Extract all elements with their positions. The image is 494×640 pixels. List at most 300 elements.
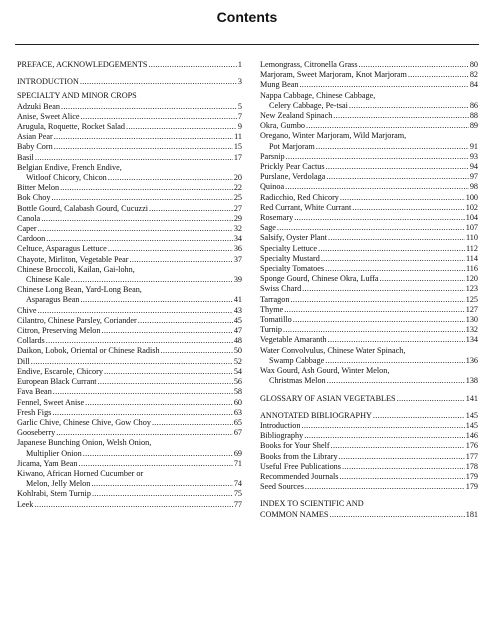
toc-entry-label: Marjoram, Sweet Marjoram, Knot Marjoram: [260, 70, 407, 80]
dot-leader: [340, 193, 465, 203]
toc-entry-page: 134: [465, 335, 478, 345]
toc-entry-label: Tomatillo: [260, 315, 292, 325]
toc-entry-page: 77: [233, 499, 242, 509]
toc-entry-page: 145: [465, 410, 478, 420]
toc-entry: [260, 182, 478, 192]
toc-entry-label: Purslane, Verdolaga: [260, 172, 326, 182]
dot-leader: [51, 193, 232, 203]
toc-entry-page: 3: [237, 77, 242, 87]
toc-entry-label: Witloof Chicory, Chicon: [26, 173, 107, 183]
toc-entry-page: 132: [465, 325, 478, 335]
toc-entry-label: Bottle Gourd, Calabash Gourd, Cucuzzi: [17, 203, 148, 213]
dot-leader: [149, 204, 233, 214]
toc-entry-label: Daikon, Lobok, Oriental or Chinese Radish: [17, 346, 160, 356]
toc-entry: [260, 80, 478, 90]
dot-leader: [52, 408, 232, 418]
toc-entry-page: 179: [465, 471, 478, 481]
toc-entry-page: 141: [465, 393, 478, 403]
dot-leader: [331, 441, 465, 451]
toc-entry-page: 88: [469, 111, 478, 121]
dot-leader: [304, 431, 465, 441]
toc-entry-page: 93: [469, 151, 478, 161]
toc-entry: [260, 284, 478, 294]
dot-leader: [342, 462, 465, 472]
dot-leader: [31, 357, 233, 367]
toc-entry-page: 127: [465, 304, 478, 314]
dot-leader: [352, 203, 464, 213]
dot-leader: [318, 244, 465, 254]
dot-leader: [79, 459, 233, 469]
toc-entry-page: 5: [237, 101, 242, 111]
dot-leader: [397, 394, 465, 404]
toc-entry: [260, 244, 478, 254]
toc-entry-page: 80: [469, 60, 478, 69]
dot-leader: [283, 325, 465, 335]
toc-entry: [260, 274, 478, 284]
toc-entry: [17, 142, 242, 152]
toc-entry: [17, 163, 242, 183]
toc-entry-label: Vegetable Amaranth: [260, 335, 327, 345]
toc-entry: [260, 70, 478, 80]
dot-leader: [325, 356, 464, 366]
toc-entry-label: Radicchio, Red Chicory: [260, 192, 339, 202]
toc-entry-label: GLOSSARY OF ASIAN VEGETABLES: [260, 393, 396, 403]
toc-entry: [260, 499, 478, 519]
toc-entry: [17, 469, 242, 489]
dot-leader: [92, 489, 233, 499]
toc-entry-label: Dill: [17, 356, 30, 366]
toc-entry-label: Sage: [260, 223, 276, 233]
toc-entry: [260, 254, 478, 264]
dot-leader: [326, 162, 469, 172]
toc-entry-page: 20: [233, 173, 242, 183]
toc-entry-label: Arugula, Roquette, Rocket Salad: [17, 122, 126, 132]
toc-entry-page: 27: [233, 203, 242, 213]
toc-entry: [260, 462, 478, 472]
toc-entry: [260, 315, 478, 325]
dot-leader: [325, 264, 465, 274]
toc-entry-label: Recommended Journals: [260, 471, 339, 481]
toc-entry-page: 123: [465, 284, 478, 294]
toc-entry-page: 69: [233, 448, 242, 458]
toc-entry-page: 58: [233, 387, 242, 397]
toc-entry-label: Books from the Library: [260, 451, 338, 461]
dot-leader: [98, 377, 233, 387]
toc-entry-label: Asparagus Bean: [26, 295, 80, 305]
toc-entry-page: 39: [233, 275, 242, 285]
toc-entry-label: Caper: [17, 224, 37, 234]
toc-entry-label: Swamp Cabbage: [269, 355, 325, 365]
toc-entry-label: Fennel, Sweet Anise: [17, 397, 85, 407]
toc-entry-label: COMMON NAMES: [260, 509, 329, 519]
toc-entry: [17, 153, 242, 163]
toc-entry-label: Specialty Tomatoes: [260, 264, 325, 274]
toc-entry: [260, 411, 478, 421]
dot-leader: [349, 101, 469, 111]
toc-entry-label: Bibliography: [260, 431, 304, 441]
toc-entry: [17, 234, 242, 244]
dot-leader: [328, 335, 465, 345]
toc-entry-label: Pot Marjoram: [269, 141, 315, 151]
toc-entry: [260, 152, 478, 162]
dot-leader: [339, 472, 464, 482]
toc-entry-label: Multiplier Onion: [26, 448, 82, 458]
toc-entry-label: Asian Pear: [17, 132, 53, 142]
toc-entry-label: Bok Choy: [17, 193, 51, 203]
toc-entry-label: ANNOTATED BIBLIOGRAPHY: [260, 410, 372, 420]
dot-leader: [408, 70, 469, 80]
dot-leader: [104, 367, 233, 377]
toc-entry: [17, 255, 242, 265]
toc-entry: [260, 264, 478, 274]
toc-entry-label: Specialty Lettuce: [260, 243, 318, 253]
toc-entry-label: Turnip: [260, 325, 282, 335]
toc-entry: [17, 326, 242, 336]
toc-entry-label: Bitter Melon: [17, 183, 60, 193]
toc-entry-label: Jicama, Yam Bean: [17, 458, 78, 468]
toc-entry-first-line: Japanese Bunching Onion, Welsh Onion,: [17, 438, 152, 448]
toc-entry-first-line: Water Convolvulus, Chinese Water Spinach,: [260, 345, 406, 355]
dot-leader: [148, 60, 237, 70]
toc-entry-label: PREFACE, ACKNOWLEDGEMENTS: [17, 60, 148, 69]
toc-entry-page: 36: [233, 244, 242, 254]
toc-entry: [17, 77, 242, 87]
toc-entry: [17, 438, 242, 458]
dot-leader: [61, 102, 237, 112]
toc-entry-label: Fresh Figs: [17, 407, 52, 417]
toc-entry-label: Chinese Kale: [26, 275, 70, 285]
dot-leader: [85, 398, 233, 408]
toc-entry: [260, 346, 478, 366]
dot-leader: [35, 153, 233, 163]
dot-leader: [306, 121, 469, 131]
toc-entry: [17, 112, 242, 122]
toc-entry-first-line: Belgian Endive, French Endive,: [17, 162, 122, 172]
toc-entry: [260, 91, 478, 111]
toc-entry-label: Garlic Chive, Chinese Chive, Gow Choy: [17, 417, 151, 427]
toc-entry-label: Specialty Mustard: [260, 253, 320, 263]
toc-entry-label: Red Currant, White Currant: [260, 202, 352, 212]
dot-leader: [54, 142, 233, 152]
toc-entry-page: 176: [465, 441, 478, 451]
toc-entry-label: Kohlrabi, Stem Turnip: [17, 489, 91, 499]
toc-entry-page: 37: [233, 254, 242, 264]
toc-entry-page: 71: [233, 458, 242, 468]
toc-entry: [260, 325, 478, 335]
toc-entry-label: Salsify, Oyster Plant: [260, 233, 328, 243]
toc-entry: [17, 367, 242, 377]
toc-entry: [17, 224, 242, 234]
toc-entry-label: Endive, Escarole, Chicory: [17, 366, 103, 376]
dot-leader: [286, 152, 469, 162]
toc-entry: [17, 244, 242, 254]
toc-entry-label: Sponge Gourd, Chinese Okra, Luffa: [260, 274, 379, 284]
dot-leader: [41, 214, 233, 224]
toc-entry-page: 48: [233, 336, 242, 346]
dot-leader: [38, 306, 233, 316]
toc-entry-page: 32: [233, 224, 242, 234]
toc-entry-label: Anise, Sweet Alice: [17, 111, 80, 121]
toc-entry-label: New Zealand Spinach: [260, 111, 333, 121]
toc-entry: [17, 193, 242, 203]
toc-entry-page: 107: [465, 223, 478, 233]
toc-entry-label: Tarragon: [260, 294, 290, 304]
toc-entry: [260, 111, 478, 121]
toc-entry-page: 97: [469, 172, 478, 182]
toc-entry-page: 50: [233, 346, 242, 356]
toc-entry: [260, 431, 478, 441]
toc-entry: [17, 306, 242, 316]
toc-entry: [17, 265, 242, 285]
toc-entry: [260, 394, 478, 404]
toc-entry-page: 112: [466, 243, 478, 253]
section-heading: SPECIALTY AND MINOR CROPS: [17, 91, 137, 101]
toc-entry: [260, 305, 478, 315]
dot-leader: [152, 418, 233, 428]
toc-entry: [17, 316, 242, 326]
toc-entry-page: 41: [233, 295, 242, 305]
toc-entry: [17, 132, 242, 142]
dot-leader: [328, 233, 465, 243]
toc-entry-label: Books for Your Shelf: [260, 441, 330, 451]
dot-leader: [60, 183, 233, 193]
toc-entry-label: Lemongrass, Citronella Grass: [260, 60, 358, 69]
dot-leader: [327, 376, 465, 386]
toc-entry: [260, 60, 478, 70]
toc-entry-page: 98: [469, 182, 478, 192]
toc-entry: [260, 295, 478, 305]
dot-leader: [380, 274, 465, 284]
toc-entry-page: 43: [233, 305, 242, 315]
toc-entry-label: Parsnip: [260, 151, 285, 161]
toc-entry-first-line: Chinese Long Bean, Yard-Long Bean,: [17, 285, 142, 295]
toc-entry-page: 179: [465, 482, 478, 492]
dot-leader: [138, 316, 233, 326]
toc-entry: [260, 131, 478, 151]
dot-leader: [130, 255, 233, 265]
toc-entry-page: 7: [237, 111, 242, 121]
toc-entry-page: 91: [469, 141, 478, 151]
toc-entry-label: Basil: [17, 152, 34, 162]
toc-entry: [260, 172, 478, 182]
toc-entry-label: Baby Corn: [17, 142, 53, 152]
toc-entry-label: Seed Sources: [260, 482, 304, 492]
toc-entry-label: INTRODUCTION: [17, 77, 79, 87]
toc-entry: [260, 366, 478, 386]
toc-left-column: [17, 60, 242, 510]
toc-entry-page: 110: [466, 233, 478, 243]
toc-entry: [260, 213, 478, 223]
toc-entry-page: 47: [233, 326, 242, 336]
toc-entry-label: Cardoon: [17, 234, 46, 244]
dot-leader: [326, 172, 468, 182]
toc-entry-page: 82: [469, 70, 478, 80]
toc-entry-page: 1: [237, 60, 242, 69]
toc-entry-page: 125: [465, 294, 478, 304]
toc-entry-label: Introduction: [260, 420, 301, 430]
dot-leader: [290, 295, 464, 305]
toc-entry: [17, 428, 242, 438]
toc-entry: [17, 398, 242, 408]
dot-leader: [293, 315, 465, 325]
toc-entry-label: Leek: [17, 499, 34, 509]
toc-entry: [17, 408, 242, 418]
toc-entry-page: 65: [233, 417, 242, 427]
toc-entry-page: 45: [233, 315, 242, 325]
toc-entry-label: Adzuki Bean: [17, 101, 60, 111]
toc-entry: [260, 203, 478, 213]
toc-entry-label: Canola: [17, 213, 41, 223]
dot-leader: [321, 254, 465, 264]
toc-entry-page: 54: [233, 366, 242, 376]
toc-entry-label: Chayote, Mirliton, Vegetable Pear: [17, 254, 129, 264]
toc-entry-page: 63: [233, 407, 242, 417]
toc-entry: [17, 459, 242, 469]
toc-entry-page: 130: [465, 315, 478, 325]
dot-leader: [83, 449, 233, 459]
dot-leader: [126, 122, 237, 132]
dot-leader: [339, 452, 465, 462]
dot-leader: [277, 223, 465, 233]
dot-leader: [284, 305, 465, 315]
dot-leader: [373, 411, 465, 421]
dot-leader: [316, 142, 469, 152]
toc-entry: [17, 500, 242, 510]
toc-entry-page: 120: [465, 274, 478, 284]
toc-entry-label: Citron, Preserving Melon: [17, 326, 101, 336]
dot-leader: [34, 500, 232, 510]
toc-entry-page: 29: [233, 213, 242, 223]
toc-entry-page: 116: [466, 264, 478, 274]
toc-entry-page: 102: [465, 202, 478, 212]
toc-entry: [17, 357, 242, 367]
toc-entry: [260, 472, 478, 482]
dot-leader: [305, 482, 465, 492]
toc-entry-page: 22: [233, 183, 242, 193]
dot-leader: [38, 224, 233, 234]
toc-entry-page: 86: [469, 100, 478, 110]
toc-entry-first-line: INDEX TO SCIENTIFIC AND: [260, 499, 364, 509]
toc-entry: [17, 183, 242, 193]
dot-leader: [108, 244, 233, 254]
dot-leader: [56, 428, 233, 438]
toc-entry-label: Celtuce, Asparagus Lettuce: [17, 244, 107, 254]
toc-entry: [17, 489, 242, 499]
toc-entry: [260, 441, 478, 451]
toc-entry-page: 177: [465, 451, 478, 461]
dot-leader: [46, 336, 233, 346]
toc-entry-label: Prickly Pear Cactus: [260, 162, 325, 172]
toc-entry-first-line: Nappa Cabbage, Chinese Cabbage,: [260, 90, 376, 100]
dot-leader: [302, 284, 465, 294]
dot-leader: [285, 182, 469, 192]
toc-entry-page: 94: [469, 162, 478, 172]
toc-entry-page: 84: [469, 80, 478, 90]
toc-entry-label: Cilantro, Chinese Parsley, Coriander: [17, 315, 137, 325]
toc-entry-page: 145: [465, 420, 478, 430]
dot-leader: [333, 111, 469, 121]
toc-entry-page: 15: [233, 142, 242, 152]
toc-entry: [17, 377, 242, 387]
toc-entry-page: 52: [233, 356, 242, 366]
dot-leader: [80, 295, 232, 305]
toc-entry-page: 114: [466, 253, 478, 263]
dot-leader: [81, 112, 237, 122]
toc-entry: [17, 418, 242, 428]
toc-entry: [260, 335, 478, 345]
toc-entry-page: 100: [465, 192, 478, 202]
dot-leader: [329, 510, 464, 520]
toc-entry: [17, 387, 242, 397]
toc-entry-page: 67: [233, 428, 242, 438]
toc-entry: [17, 102, 242, 112]
toc-right-column: [260, 60, 478, 520]
toc-entry-label: Quinoa: [260, 182, 285, 192]
dot-leader: [71, 275, 233, 285]
toc-entry-page: 56: [233, 377, 242, 387]
toc-entry-label: Gooseberry: [17, 428, 56, 438]
dot-leader: [108, 173, 233, 183]
dot-leader: [53, 387, 233, 397]
toc-entry: [260, 121, 478, 131]
dot-leader: [91, 479, 232, 489]
toc-entry: [260, 482, 478, 492]
toc-entry: [260, 421, 478, 431]
toc-entry-page: 75: [233, 489, 242, 499]
toc-entry: [260, 452, 478, 462]
toc-entry-label: Celery Cabbage, Pe-tsai: [269, 100, 348, 110]
toc-entry-label: Rosemary: [260, 213, 294, 223]
toc-entry-page: 74: [233, 479, 242, 489]
dot-leader: [54, 132, 233, 142]
toc-entry-page: 34: [233, 234, 242, 244]
toc-entry-page: 60: [233, 397, 242, 407]
toc-entry: [260, 193, 478, 203]
toc-entry: [260, 162, 478, 172]
toc-entry-page: 181: [465, 509, 478, 519]
dot-leader: [80, 77, 237, 87]
toc-entry-page: 89: [469, 121, 478, 131]
dot-leader: [46, 234, 233, 244]
toc-entry: [17, 346, 242, 356]
toc-entry-label: Okra, Gumbo: [260, 121, 306, 131]
toc-entry-first-line: Wax Gourd, Ash Gourd, Winter Melon,: [260, 366, 390, 376]
toc-entry-page: 25: [233, 193, 242, 203]
dot-leader: [299, 80, 468, 90]
toc-entry-label: Useful Free Publications: [260, 461, 341, 471]
toc-entry-page: 138: [465, 376, 478, 386]
toc-entry: [17, 285, 242, 305]
toc-entry-first-line: Chinese Broccoli, Kailan, Gai-lohn,: [17, 264, 135, 274]
toc-entry-label: Melon, Jelly Melon: [26, 479, 91, 489]
toc-entry-page: 104: [465, 213, 478, 223]
toc-entry-label: Christmas Melon: [269, 376, 326, 386]
toc-entry: [260, 233, 478, 243]
toc-entry: [17, 204, 242, 214]
dot-leader: [161, 346, 233, 356]
toc-entry-first-line: Kiwano, African Horned Cucumber or: [17, 468, 144, 478]
dot-leader: [294, 213, 465, 223]
toc-entry-label: Collards: [17, 336, 45, 346]
toc-entry-page: 178: [465, 461, 478, 471]
toc-entry-label: European Black Currant: [17, 377, 97, 387]
dot-leader: [101, 326, 232, 336]
toc-entry: [17, 336, 242, 346]
toc-entry-label: Chive: [17, 305, 37, 315]
toc-entry-page: 146: [465, 431, 478, 441]
toc-entry-page: 136: [465, 355, 478, 365]
toc-entry-page: 9: [237, 122, 242, 132]
